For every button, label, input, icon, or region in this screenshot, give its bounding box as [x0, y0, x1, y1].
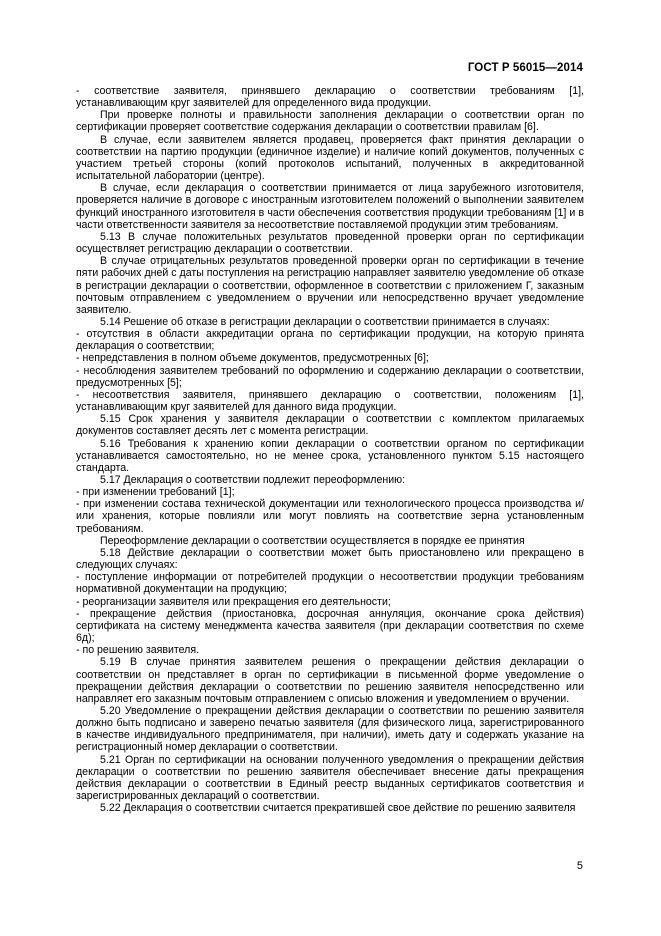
paragraph: При проверке полноты и правильности заполнения декларации о соответствии орган по сертификации проверяет соответствие содержания декларации о соответствии правилам [6]. — [76, 109, 584, 134]
paragraph: 5.13 В случае положительных результатов проведенной проверки орган по сертификации осуществляет регистрацию декларации о соответствии. — [76, 230, 584, 256]
paragraph: 5.22 Декларация о соответствии считается прекратившей свое действие по решению заявителя — [100, 802, 576, 815]
paragraph: - несоответствия заявителя, принявшего декларацию о соответствии, положениям [1], устанавливающим круг заявителей для данного вида продукции. — [76, 388, 584, 414]
paragraph: В случае отрицательных результатов проведенной проверки орган по сертификации в течение пяти рабочих дней с даты поступления на регистрацию направляет заявителю уведомление об отказе в регистрации декларации о соответствии, оформленное в соответствии с приложением Г, заказным почтовым отправлением с уведомлением о вручении или непосредственно вручает уведомление заявителю. — [76, 255, 584, 316]
paragraph: - при изменении состава технической документации или технологического процесса производства и/или хранения, которые повлияли или могут повлиять на соответствие зерна установленным требованиям. — [76, 498, 584, 535]
paragraph: - непредставления в полном объеме документов, предусмотренных [6]; — [76, 352, 429, 365]
paragraph: - при изменении требований [1]; — [76, 486, 235, 499]
paragraph: - по решению заявителя. — [76, 644, 200, 657]
paragraph: В случае, если заявителем является продавец, проверяется факт принятия декларации о соответствии на партию продукции (единичное изделие) и наличие копий документов, полученных с участием третьей стороны (копий протоколов испытаний, полученных в аккредитованной испытательной лаборатории (центре). — [76, 133, 584, 183]
paragraph: - прекращение действия (приостановка, досрочная аннуляция, окончание срока действия) сертификата на систему менеджмента качества заявителя (при декларации соответствия по схеме 6д); — [76, 607, 584, 645]
paragraph: 5.18 Действие декларации о соответствии может быть приостановлено или прекращено в следующих случаях: — [76, 546, 584, 572]
paragraph: - реорганизации заявителя или прекращения его деятельности; — [76, 595, 391, 608]
page-number: 5 — [576, 860, 583, 872]
paragraph: - отсутствия в области аккредитации органа по сертификации продукции, на которую принята декларация о соответствии; — [76, 328, 584, 353]
paragraph: 5.17 Декларация о соответствии подлежит переоформлению: — [100, 474, 406, 486]
paragraph: 5.20 Уведомление о прекращении действия декларации о соответствии по решению заявителя должно быть подписано и заверено печатью заявителя (для физического лица, зарегистрированного в качестве индивидуального предпринимателя, при наличии), иметь дату и содержать указание на регистрационный номер декларации о соответствии. — [76, 704, 584, 754]
paragraph: 5.15 Срок хранения у заявителя декларации о соответствии с комплектом прилагаемых документов составляет десять лет с момента регистрации. — [76, 413, 584, 438]
paragraph: - несоблюдения заявителем требований по оформлению и содержанию декларации о соответствии, предусмотренных [5]; — [76, 364, 584, 389]
paragraph: 5.21 Орган по сертификации на основании полученного уведомления о прекращении действия декларации о соответствии по решению заявителя обеспечивает внесение даты прекращения действия декларации о соответствии в Единый реестр выданных сертификатов соответствия и зарегистрированных деклараций о соответствии. — [76, 753, 584, 803]
paragraph: Переоформление декларации о соответствии осуществляется в порядке ее принятия — [100, 534, 525, 547]
paragraph: - соответствие заявителя, принявшего декларацию о соответствии требованиям [1], устанавливающим круг заявителей для определенного вида продукции. — [76, 85, 584, 110]
document-body — [76, 85, 584, 814]
paragraph: В случае, если декларация о соответствии принимается от лица зарубежного изготовителя, проверяется наличие в договоре с иностранным изготовителем положений о выполнении заявителем функций иностранного изготовителя в части обеспечения соответствия продукции требованиям [1] и в части ответственности заявителя за несоответствие поставляемой продукции этим требованиям. — [76, 182, 584, 231]
paragraph: 5.16 Требования к хранению копии декларации о соответствии органом по сертификации устанавливается самостоятельно, но не менее срока, установленного пунктом 5.15 настоящего стандарта. — [76, 437, 584, 474]
paragraph: - поступление информации от потребителей продукции о несоответствии продукции требованиям нормативной документации на продукцию; — [76, 571, 584, 596]
document-code-header: ГОСТ Р 56015—2014 — [467, 62, 583, 74]
paragraph: 5.14 Решение об отказе в регистрации декларации о соответствии принимается в случаях: — [100, 315, 550, 328]
paragraph: 5.19 В случае принятия заявителем решения о прекращении действия декларации о соответствии он представляет в орган по сертификации в письменной форме уведомление о прекращении действия декларации о соответствии по решению заявителя непосредственно или направляет его заказным почтовым отправлением с описью вложения и уведомлением о вручении. — [76, 656, 584, 705]
